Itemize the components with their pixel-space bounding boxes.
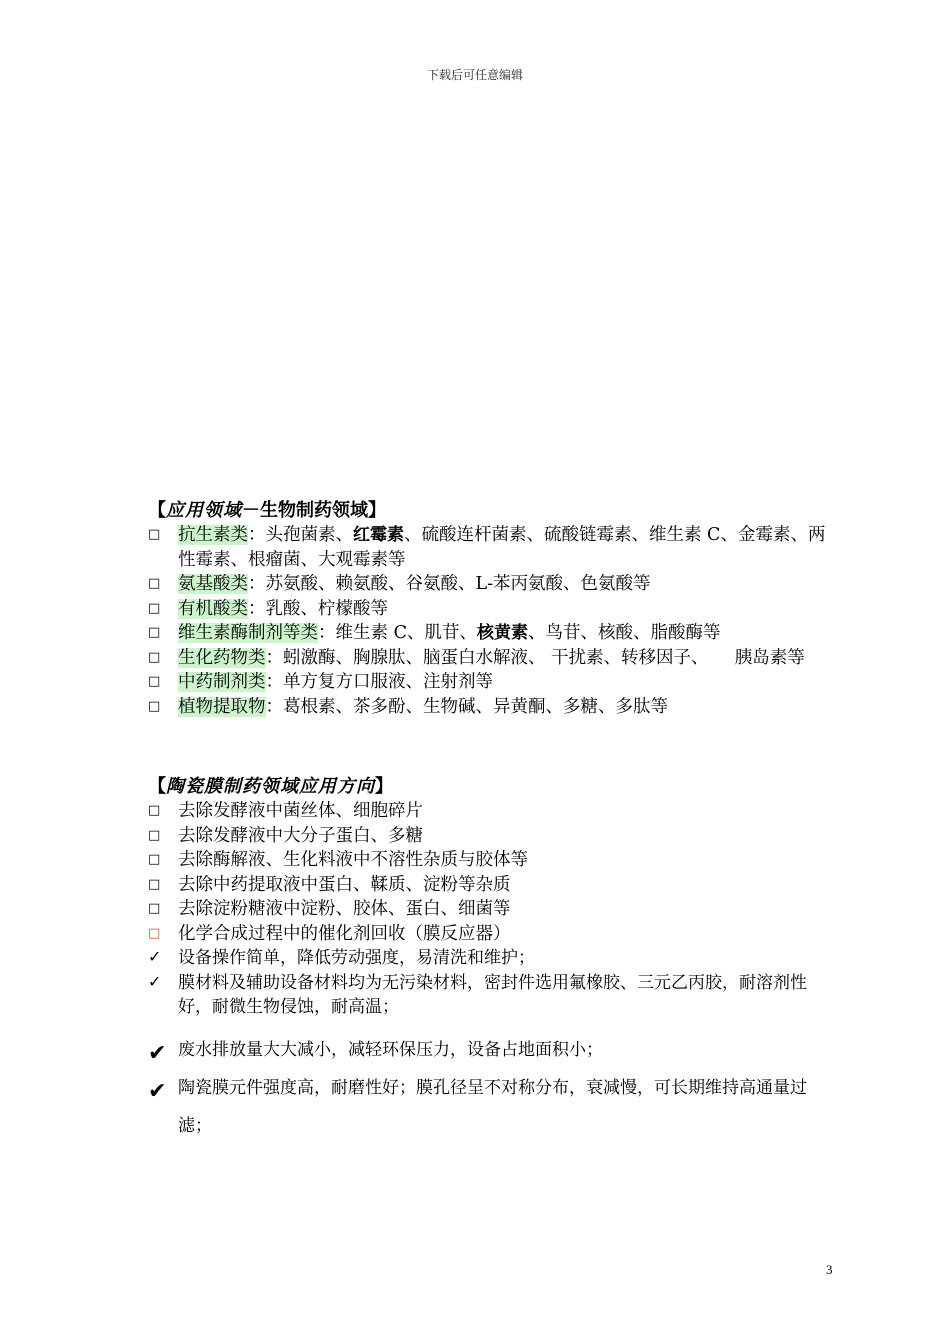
direction-list — [148, 799, 838, 1145]
title-bracket-open: 【 — [148, 776, 166, 797]
check-icon: ✓ — [148, 947, 162, 966]
category-label: 维生素酶制剂等类 — [178, 623, 318, 643]
square-bullet-icon: □ — [148, 625, 161, 640]
section-title — [148, 499, 838, 523]
square-bullet-icon: □ — [148, 674, 161, 689]
section-ceramic-membrane — [148, 775, 838, 1145]
check-icon: ✔ — [148, 1078, 167, 1104]
list-item: □ 有机酸类：乳酸、柠檬酸等 — [148, 597, 838, 622]
list-item: □ 中药制剂类：单方复方口服液、注射剂等 — [148, 670, 838, 695]
square-bullet-icon: □ — [148, 803, 161, 818]
list-item: □ 植物提取物：葛根素、茶多酚、生物碱、异黄酮、多糖、多肽等 — [148, 695, 838, 720]
list-item: □ 去除淀粉糖液中淀粉、胶体、蛋白、细菌等 — [148, 897, 838, 922]
list-item: □ 去除中药提取液中蛋白、鞣质、淀粉等杂质 — [148, 873, 838, 898]
category-label: 生化药物类 — [178, 647, 266, 668]
page-number: 3 — [826, 1262, 833, 1277]
title-dash: － — [242, 500, 260, 521]
square-bullet-icon: □ — [148, 852, 161, 867]
square-bullet-icon: □ — [148, 876, 161, 892]
check-item: ✓ 膜材料及辅助设备材料均为无污染材料，密封件选用氟橡胶、三元乙丙胶，耐溶剂性好，耐微生物侵蚀，耐高温； — [148, 971, 807, 1017]
list-item: □ 抗生素类：头孢菌素、红霉素、硫酸连杆菌素、硫酸链霉素、维生素 C、金霉素、两性霉素、根瘤菌、大观霉素等 — [148, 525, 826, 570]
check-item: ✓ 设备操作简单，降低劳动强度，易清洗和维护； — [148, 947, 535, 968]
square-bullet-icon: □ — [148, 925, 161, 941]
application-list — [148, 523, 838, 719]
title-italic: 陶瓷膜制药领域应用方向 — [166, 776, 375, 797]
check-icon: ✓ — [148, 971, 162, 991]
category-label: 氨基酸类 — [178, 574, 248, 594]
check-item: ✔ 陶瓷膜元件强度高，耐磨性好；膜孔径呈不对称分布，衰减慢，可长期维持高通量过滤； — [148, 1069, 838, 1145]
title-bracket-close: 】 — [375, 776, 393, 797]
list-item: □ 化学合成过程中的催化剂回收（膜反应器） — [148, 922, 838, 947]
square-bullet-icon: □ — [148, 827, 161, 843]
category-label: 抗生素类 — [178, 525, 248, 545]
list-item: □ 去除发酵液中菌丝体、细胞碎片 — [148, 799, 838, 824]
square-bullet-icon: □ — [148, 527, 161, 542]
list-item: □ 生化药物类：蚓激酶、胸腺肽、脑蛋白水解液、 干扰素、转移因子、 胰岛素等 — [148, 646, 838, 671]
header-note: 下载后可任意编辑 — [426, 68, 523, 82]
square-bullet-icon: □ — [148, 901, 161, 916]
square-bullet-icon: □ — [148, 649, 161, 665]
title-rest: 生物制药领域 — [260, 500, 368, 521]
square-bullet-icon: □ — [148, 698, 161, 714]
title-italic: 应用领域 — [166, 500, 242, 521]
category-label: 有机酸类 — [178, 598, 248, 619]
list-item: □ 维生素酶制剂等类：维生素 C、肌苷、核黄素、鸟苷、核酸、脂酸酶等 — [148, 621, 838, 646]
category-label: 植物提取物 — [178, 696, 266, 717]
section-title — [148, 775, 838, 799]
check-item: ✔ 废水排放量大大减小，减轻环保压力，设备占地面积小； — [148, 1031, 838, 1069]
list-item: □ 去除酶解液、生化料液中不溶性杂质与胶体等 — [148, 848, 838, 873]
section-biopharma — [148, 499, 838, 719]
list-item: □ 去除发酵液中大分子蛋白、多糖 — [148, 824, 838, 849]
category-label: 中药制剂类 — [178, 672, 266, 692]
title-bracket-open: 【 — [148, 500, 166, 521]
title-bracket-close: 】 — [368, 500, 386, 521]
square-bullet-icon: □ — [148, 600, 161, 616]
list-item: □ 氨基酸类：苏氨酸、赖氨酸、谷氨酸、L-苯丙氨酸、色氨酸等 — [148, 572, 838, 597]
check-icon: ✔ — [148, 1040, 167, 1066]
square-bullet-icon: □ — [148, 576, 161, 591]
